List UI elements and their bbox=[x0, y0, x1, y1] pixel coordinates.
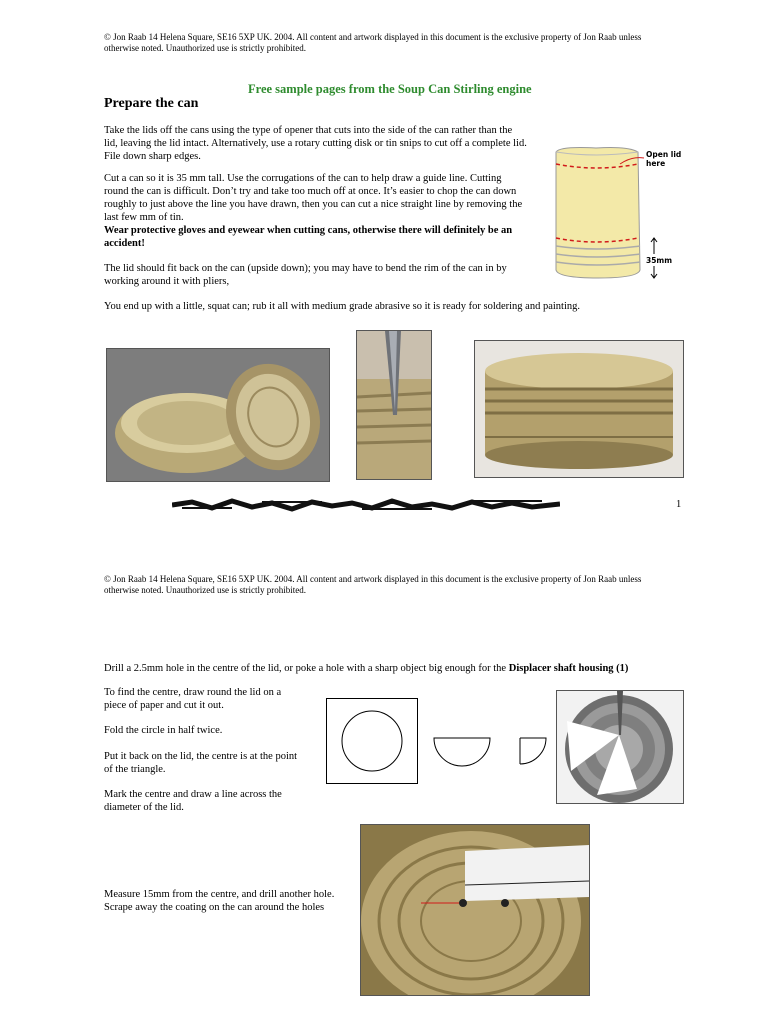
displacer-shaft-reference: Displacer shaft housing (1) bbox=[508, 663, 629, 674]
circle-cutout-drawing bbox=[327, 699, 417, 783]
photo-lid-with-paper-triangle bbox=[556, 690, 684, 804]
paragraph-squat-can: You end up with a little, squat can; rub it all with medium grade abrasive so it is ready for soldering and painting. bbox=[104, 301, 581, 312]
lid-with-triangle-image bbox=[557, 691, 683, 803]
label-35mm: 35mm bbox=[646, 256, 673, 265]
paragraph-drill-hole bbox=[104, 662, 684, 675]
quarter-circle-diagram bbox=[518, 736, 550, 768]
pliers-image bbox=[357, 331, 431, 479]
banner-title: Free sample pages from the Soup Can Stirling engine bbox=[248, 82, 532, 96]
paragraph-mark-centre: Mark the centre and draw a line across the diameter of the lid. bbox=[104, 789, 282, 813]
circle-on-paper-diagram bbox=[326, 698, 418, 784]
distorted-banner-graphic bbox=[172, 498, 560, 512]
safety-warning: Wear protective gloves and eyewear when cutting cans, otherwise there will definitely be an accident! bbox=[104, 225, 513, 249]
paragraph-put-back: Put it back on the lid, the centre is at the point of the triangle. bbox=[104, 751, 298, 775]
label-open-lid-here: Open lid here bbox=[646, 150, 682, 168]
can-cutting-diagram bbox=[548, 142, 682, 290]
photo-lid-with-ruler bbox=[360, 824, 590, 996]
half-circle-drawing bbox=[432, 736, 492, 768]
copyright-notice-page-2: © Jon Raab 14 Helena Square, SE16 5XP UK. 2004. All content and artwork displayed in this document is the exclusive property of Jon Raab unless otherwise noted. Unauthorized use is strictly prohibited. bbox=[104, 574, 642, 595]
paragraph-cut-can: Cut a can so it is 35 mm tall. Use the corrugations of the can to help draw a guide line. Cutting round the can is difficult. Don’t try and take too much off at once. It’s easier to chop the can down roughly to just above the line you have drawn, then you can cut a nice straight line by removing the last few mm of tin. bbox=[104, 173, 523, 223]
paragraph-find-centre: To find the centre, draw round the lid on a piece of paper and cut it out. bbox=[104, 687, 282, 711]
paragraph-remove-lids: Take the lids off the cans using the type of opener that cuts into the side of the can rather than the lid, leaving the lid intact. Alternatively, use a rotary cutting disk or tin snips to cut off a complete lid. File down sharp edges. bbox=[104, 125, 527, 162]
page-number: 1 bbox=[676, 499, 682, 510]
squat-can-image bbox=[475, 341, 683, 477]
copyright-notice: © Jon Raab 14 Helena Square, SE16 5XP UK. 2004. All content and artwork displayed in this document is the exclusive property of Jon Raab unless otherwise noted. Unauthorized use is strictly prohibited. bbox=[104, 32, 642, 53]
distorted-banner-strip bbox=[172, 498, 560, 512]
half-circle-diagram bbox=[432, 736, 492, 768]
paragraph-fit-lid: The lid should fit back on the can (upside down); you may have to bend the rim of the can in by working around it with pliers, bbox=[104, 263, 507, 287]
photo-pliers-on-rim bbox=[356, 330, 432, 480]
paragraph-fold-circle: Fold the circle in half twice. bbox=[104, 725, 223, 736]
section-heading: Prepare the can bbox=[104, 96, 199, 111]
photo-can-with-lid bbox=[106, 348, 330, 482]
drill-text: Drill a 2.5mm hole in the centre of the lid, or poke a hole with a sharp object big enough for the bbox=[104, 663, 507, 674]
photo-squat-can bbox=[474, 340, 684, 478]
can-with-lid-image bbox=[107, 349, 329, 481]
paragraph-measure-drill: Measure 15mm from the centre, and drill another hole. Scrape away the coating on the can around the holes bbox=[104, 889, 335, 913]
quarter-circle-drawing bbox=[518, 736, 550, 768]
lid-with-ruler-image bbox=[361, 825, 589, 995]
